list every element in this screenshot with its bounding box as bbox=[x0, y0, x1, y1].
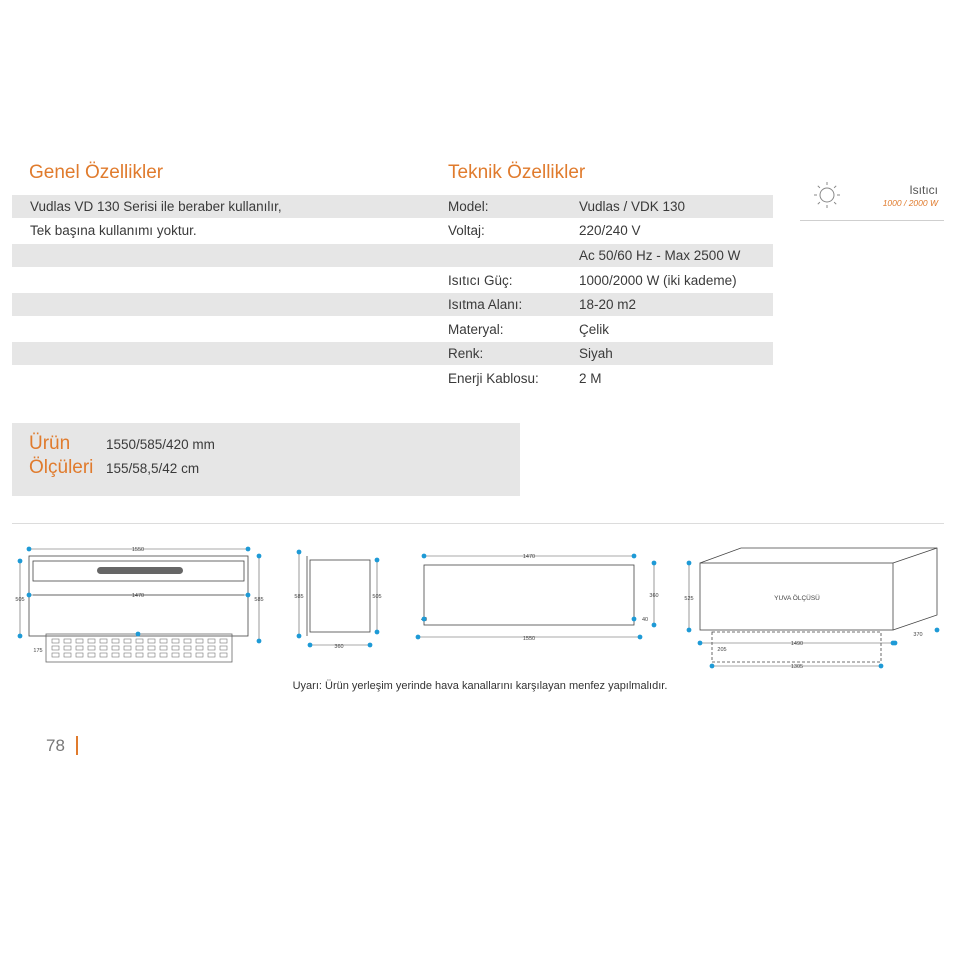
product-dimensions-box bbox=[12, 423, 520, 496]
vent-slot bbox=[208, 639, 215, 643]
dim-niche-depth: 370 bbox=[913, 632, 923, 638]
vent-slot bbox=[148, 639, 155, 643]
vent-slot bbox=[76, 653, 83, 657]
table-row bbox=[12, 367, 773, 390]
dimension-dot bbox=[375, 558, 380, 563]
dimensions-title-line2: Ölçüleri bbox=[29, 457, 94, 478]
spec-label: Voltaj: bbox=[448, 223, 485, 238]
table-row bbox=[12, 195, 773, 218]
dim-insert-top: 1470 bbox=[522, 554, 536, 560]
spec-label: Isıtıcı Güç: bbox=[448, 273, 513, 288]
vent-slot bbox=[196, 653, 203, 657]
dimension-dot bbox=[27, 593, 32, 598]
vent-slot bbox=[52, 653, 59, 657]
spec-value: 2 M bbox=[579, 371, 602, 386]
dimension-dot bbox=[136, 632, 141, 637]
vent-slot bbox=[172, 646, 179, 650]
table-row bbox=[12, 269, 773, 292]
dim-side-depth: 360 bbox=[334, 644, 344, 650]
dimension-dot bbox=[652, 561, 657, 566]
dimension-dot bbox=[698, 641, 703, 646]
vent-slot bbox=[220, 639, 227, 643]
dimension-dot bbox=[893, 641, 898, 646]
vent-slot bbox=[124, 653, 131, 657]
heater-badge bbox=[800, 178, 944, 221]
dimensions-mm: 1550/585/420 mm bbox=[106, 437, 215, 452]
spec-value: 220/240 V bbox=[579, 223, 641, 238]
vent-slot bbox=[136, 646, 143, 650]
vent-slot bbox=[64, 639, 71, 643]
dimension-dot bbox=[27, 547, 32, 552]
table-row bbox=[12, 342, 773, 365]
vent-slot bbox=[172, 653, 179, 657]
spec-label: Enerji Kablosu: bbox=[448, 371, 539, 386]
niche-drawing bbox=[700, 548, 937, 662]
vent-slot bbox=[100, 653, 107, 657]
dimension-dot bbox=[257, 639, 262, 644]
dim-side-left: 585 bbox=[294, 594, 304, 600]
vent-slot bbox=[160, 639, 167, 643]
table-row bbox=[12, 293, 773, 316]
general-line: Vudlas VD 130 Serisi ile beraber kullanılır, bbox=[30, 199, 282, 214]
spec-label: Renk: bbox=[448, 346, 484, 361]
vent-slot bbox=[208, 653, 215, 657]
vent-slot bbox=[112, 653, 119, 657]
vent-slot bbox=[172, 639, 179, 643]
spec-label: Isıtma Alanı: bbox=[448, 297, 523, 312]
vent-slot bbox=[88, 646, 95, 650]
dimension-dot bbox=[638, 635, 643, 640]
vent-slot bbox=[100, 639, 107, 643]
spec-value: Çelik bbox=[579, 322, 610, 337]
heater-title: Isıtıcı bbox=[909, 183, 938, 197]
dimension-dot bbox=[687, 628, 692, 633]
dim-front-right: 585 bbox=[254, 597, 264, 603]
divider bbox=[12, 523, 944, 524]
technical-features-title: Teknik Özellikler bbox=[448, 162, 586, 183]
spec-value: 18-20 m2 bbox=[579, 297, 637, 312]
dimensions-title-line1: Ürün bbox=[29, 433, 71, 454]
general-line: Tek başına kullanımı yoktur. bbox=[30, 223, 197, 238]
vent-slot bbox=[112, 639, 119, 643]
dimension-dot bbox=[422, 554, 427, 559]
vent-slot bbox=[136, 639, 143, 643]
dimension-dot bbox=[710, 664, 715, 669]
vent-slot bbox=[160, 646, 167, 650]
vent-slot bbox=[196, 646, 203, 650]
vent-slot bbox=[112, 646, 119, 650]
dimension-dot bbox=[368, 643, 373, 648]
dimension-dot bbox=[687, 561, 692, 566]
vent-slot bbox=[76, 646, 83, 650]
dimension-dot bbox=[416, 635, 421, 640]
vent-slot bbox=[160, 653, 167, 657]
vent-slot bbox=[88, 639, 95, 643]
spec-value: Ac 50/60 Hz - Max 2500 W bbox=[579, 248, 741, 263]
dim-front-left: 505 bbox=[15, 597, 25, 603]
dimension-dot bbox=[297, 634, 302, 639]
dimension-dot bbox=[246, 593, 251, 598]
vent-slot bbox=[148, 653, 155, 657]
spec-value: 1000/2000 W (iki kademe) bbox=[579, 273, 737, 288]
dim-niche-inner: 1490 bbox=[790, 641, 804, 647]
table-row bbox=[12, 219, 773, 242]
spec-label: Materyal: bbox=[448, 322, 504, 337]
vent-slot bbox=[88, 653, 95, 657]
dim-front-inner: 1470 bbox=[131, 593, 145, 599]
vent-slot bbox=[220, 646, 227, 650]
spec-value: Siyah bbox=[579, 346, 613, 361]
vent-slot bbox=[136, 653, 143, 657]
dim-insert-bottom: 1550 bbox=[522, 636, 536, 642]
vent-slot bbox=[184, 639, 191, 643]
vent-slot bbox=[64, 646, 71, 650]
dimension-dot bbox=[935, 628, 940, 633]
technical-drawings bbox=[0, 530, 960, 680]
dimension-dot bbox=[632, 617, 637, 622]
dimension-dot bbox=[632, 554, 637, 559]
dim-insert-right-small: 40 bbox=[641, 617, 649, 623]
dimension-dot bbox=[297, 550, 302, 555]
vent-slot bbox=[148, 646, 155, 650]
vent-slot bbox=[208, 646, 215, 650]
niche-label: YUVA ÖLÇÜSÜ bbox=[774, 595, 820, 602]
vent-grid bbox=[52, 639, 227, 657]
dimension-dot bbox=[422, 617, 427, 622]
dim-front-bottom: 175 bbox=[33, 648, 43, 654]
vent-slot bbox=[184, 646, 191, 650]
warning-text: Uyarı: Ürün yerleşim yerinde hava kanallarını karşılayan menfez yapılmalıdır. bbox=[292, 680, 668, 692]
table-row bbox=[12, 244, 773, 267]
dimensions-cm: 155/58,5/42 cm bbox=[106, 461, 200, 476]
general-features-title: Genel Özellikler bbox=[29, 162, 164, 183]
dimension-dot bbox=[308, 643, 313, 648]
vent-slot bbox=[52, 639, 59, 643]
vent-slot bbox=[220, 653, 227, 657]
vent-slot bbox=[100, 646, 107, 650]
spec-label: Model: bbox=[448, 199, 489, 214]
dim-niche-bottom: 1305 bbox=[790, 664, 804, 670]
sun-icon bbox=[812, 180, 842, 210]
page-number-bar bbox=[76, 736, 78, 755]
dim-insert-right: 360 bbox=[649, 593, 659, 599]
dim-niche-left-offset: 205 bbox=[717, 647, 727, 653]
vent-slot bbox=[196, 639, 203, 643]
dimension-dot bbox=[652, 623, 657, 628]
dim-side-right: 505 bbox=[372, 594, 382, 600]
table-row bbox=[12, 318, 773, 341]
dimension-dot bbox=[375, 630, 380, 635]
page-number: 78 bbox=[46, 736, 65, 755]
dimension-dot bbox=[18, 559, 23, 564]
vent-slot bbox=[124, 646, 131, 650]
spec-value: Vudlas / VDK 130 bbox=[579, 199, 686, 214]
dimension-dot bbox=[18, 634, 23, 639]
dim-front-width: 1550 bbox=[131, 547, 145, 553]
dimension-dot bbox=[879, 664, 884, 669]
vent-slot bbox=[52, 646, 59, 650]
insert-view-drawing bbox=[424, 565, 634, 625]
heater-subtitle: 1000 / 2000 W bbox=[882, 198, 938, 208]
vent-slot bbox=[184, 653, 191, 657]
dimension-dot bbox=[257, 554, 262, 559]
vent-slot bbox=[64, 653, 71, 657]
dimension-dot bbox=[246, 547, 251, 552]
dim-niche-height: 525 bbox=[684, 596, 694, 602]
vent-slot bbox=[124, 639, 131, 643]
vent-slot bbox=[76, 639, 83, 643]
side-view-drawing bbox=[307, 556, 370, 636]
